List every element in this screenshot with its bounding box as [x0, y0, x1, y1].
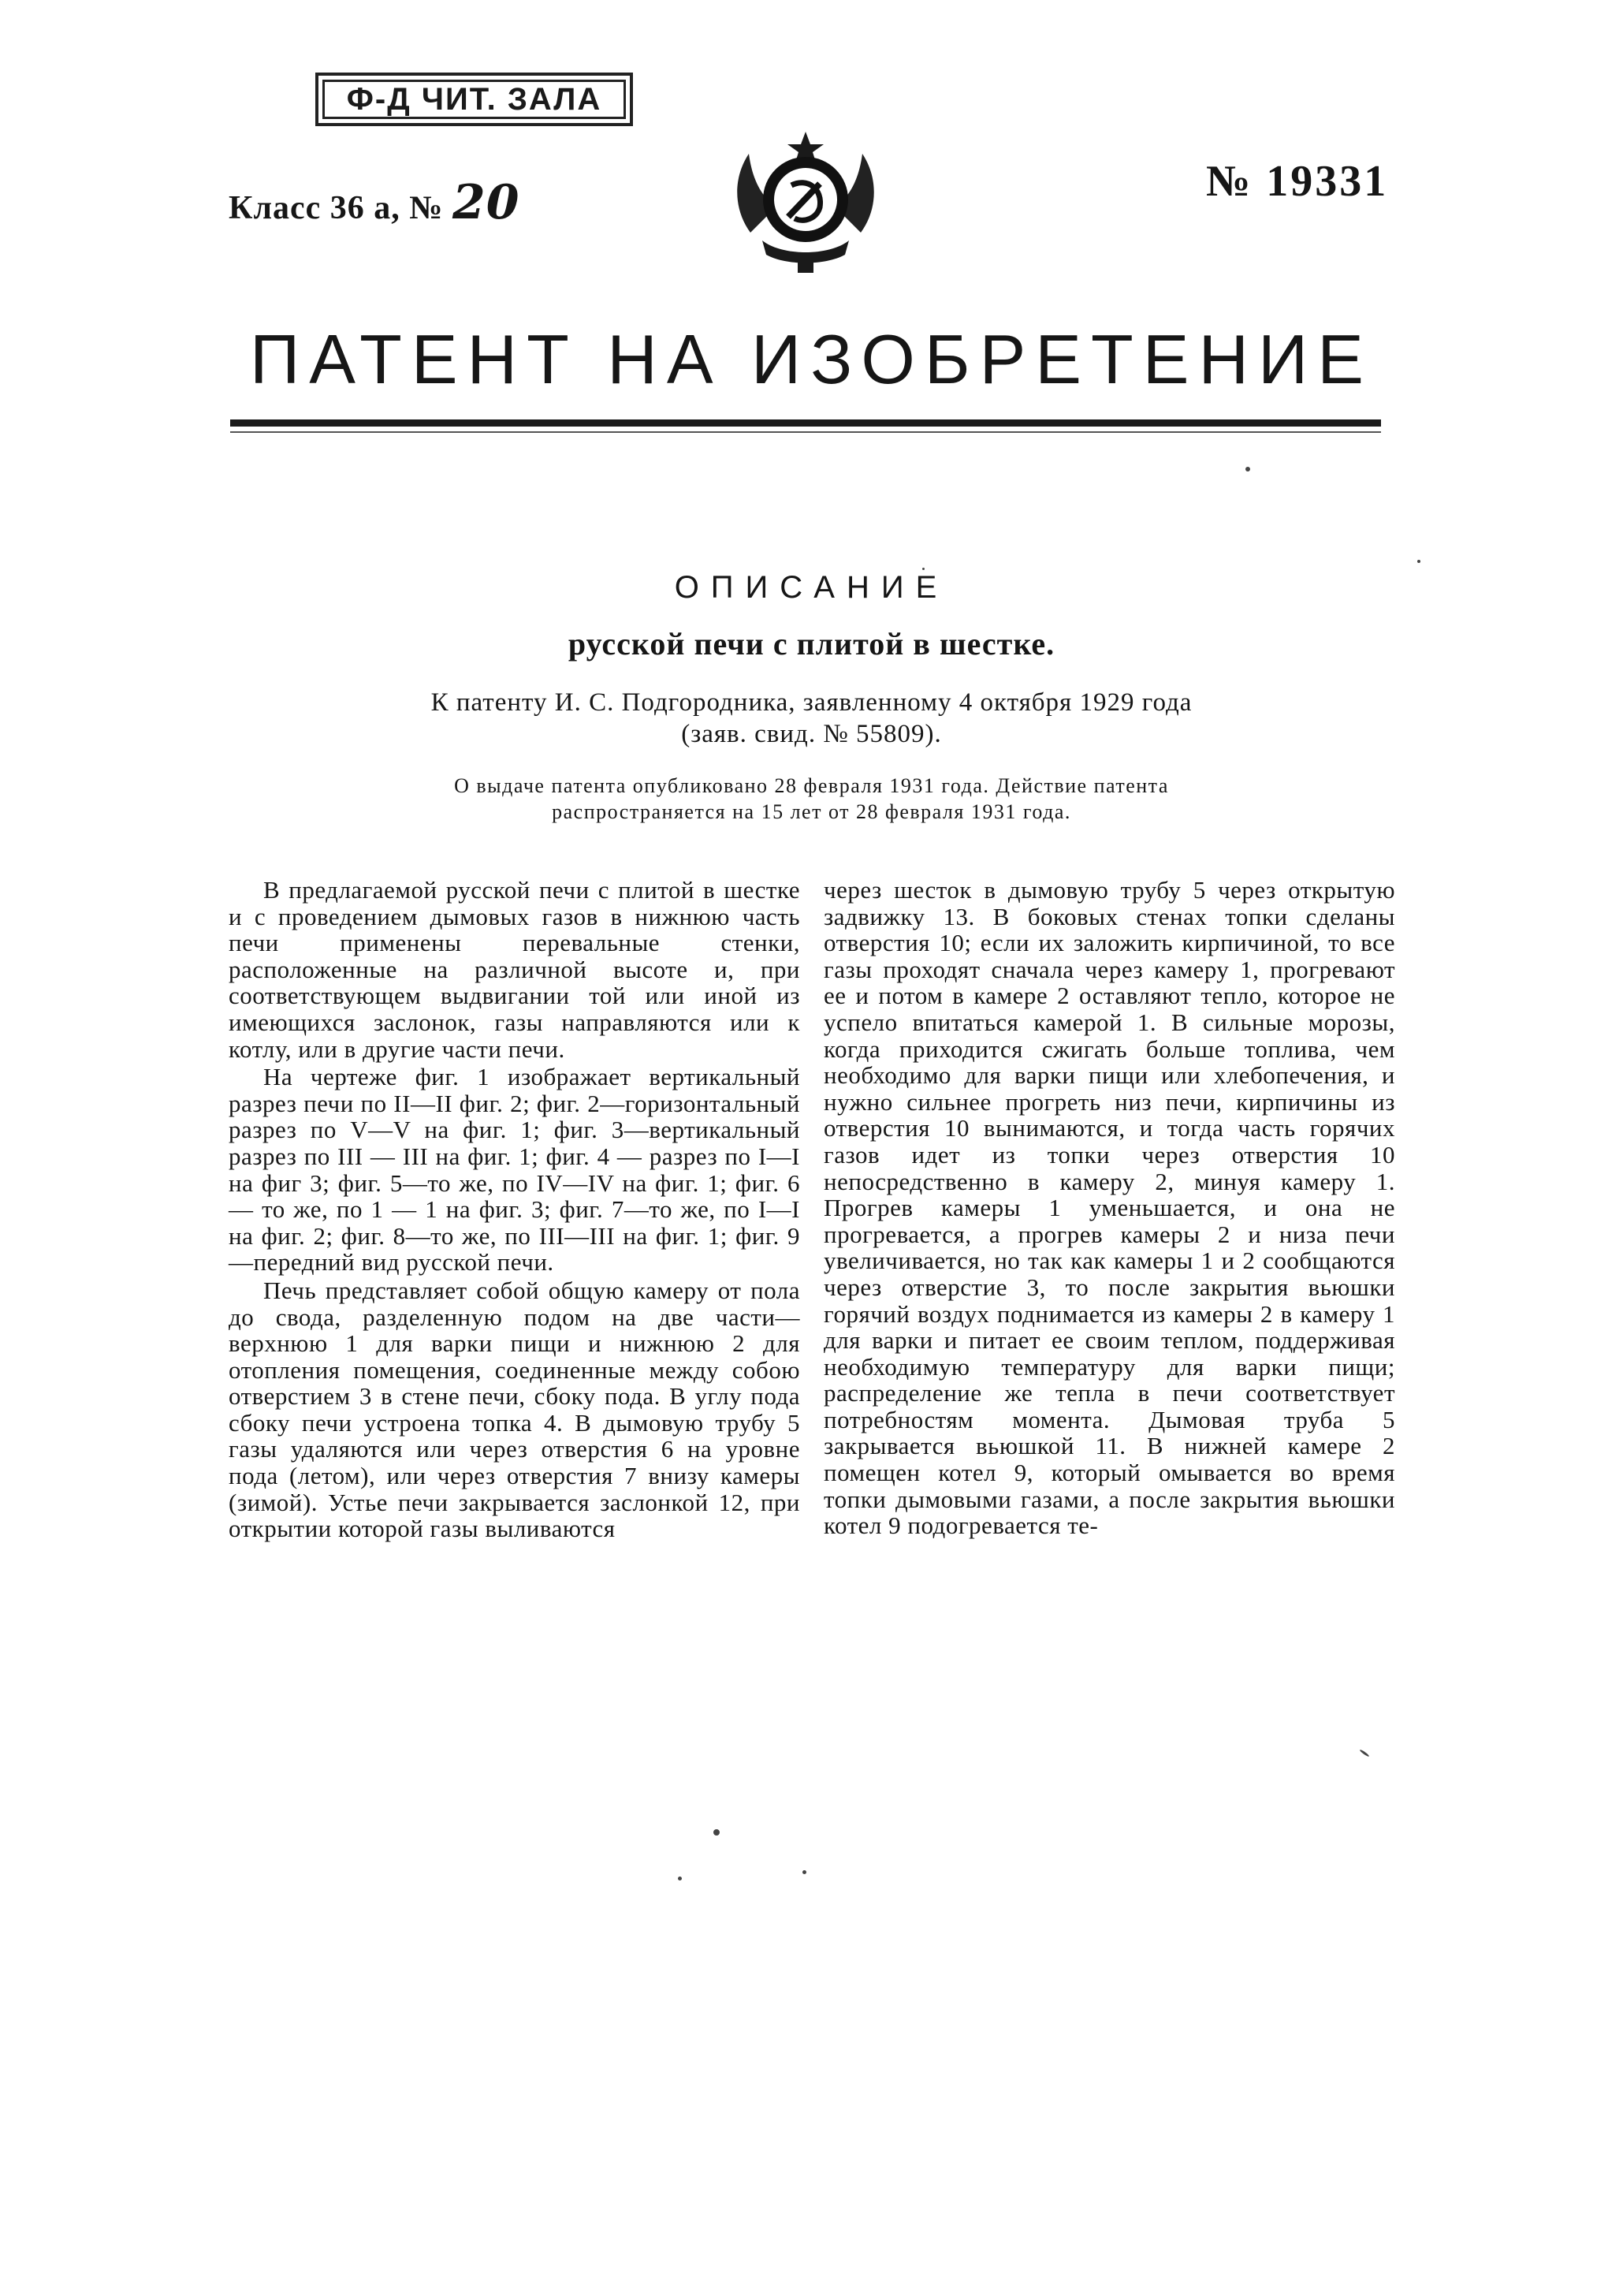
- right-text-column: [824, 877, 1395, 1539]
- title-divider: [230, 419, 1381, 427]
- scan-speck: [1359, 1749, 1369, 1757]
- scan-speck: [1245, 467, 1250, 472]
- patent-meta-line: (заяв. свид. № 55809).: [681, 720, 942, 748]
- section-heading: ОПИСАНИЕ: [674, 570, 949, 605]
- publication-note: распространяется на 15 лет от 28 февраля 1931 года.: [552, 800, 1071, 823]
- paragraph: Печь представляет собой общую камеру от пола до свода, разделенную подом на две части—верхнюю 1 для варки пищи и нижнюю 2 для отопления помещения, соединенные между собою отверстием 3 в стене печи, сбоку пода. В углу пода сбоку печи устроена топка 4. В дымовую трубу 5 газы удаляются или через отверстия 6 на уровне пода (летом), или через отверстия 7 внизу камеры (зимой). Устье печи закрывается заслонкой 12, при открытии которой газы выливаются: [229, 1276, 800, 1543]
- scan-speck: [1417, 560, 1420, 563]
- left-text-column: [229, 877, 800, 1542]
- scan-speck: [922, 568, 925, 570]
- title-divider-thin: [230, 431, 1381, 433]
- scan-speck: [678, 1877, 682, 1880]
- publication-note: О выдаче патента опубликовано 28 февраля 1931 года. Действие патента: [454, 774, 1169, 797]
- patent-meta-line: К патенту И. С. Подгородника, заявленному 4 октября 1929 года: [430, 688, 1193, 717]
- scan-speck: [713, 1829, 720, 1836]
- patent-number: № 19331: [1206, 157, 1389, 206]
- page-title: ПАТЕНТ НА ИЗОБРЕТЕНИЕ: [250, 320, 1373, 398]
- paragraph: На чертеже фиг. 1 изображает вертикальный разрез печи по II—II фиг. 2; фиг. 2—горизонтальный разрез по V—V на фиг. 1; фиг. 3—вертикальный разрез по III — III на фиг. 1; фиг. 4 — разрез по I—I на фиг 3; фиг. 5—то же, по IV—IV на фиг. 1; фиг. 6 — то же, по 1 — 1 на фиг. 3; фиг. 7—то же, по I—I на фиг. 2; фиг. 8—то же, по III—III на фиг. 1; фиг. 9—передний вид русской печи.: [229, 1063, 800, 1277]
- patent-class: [229, 175, 520, 230]
- paragraph: В предлагаемой русской печи с плитой в шестке и с проведением дымовых газов в нижнюю часть печи применены перевальные стенки, расположенные на различной высоте и, при соответствующем выдвигании той или иной из имеющихся заслонок, газы направляются или к котлу, или в другие части печи.: [229, 876, 800, 1063]
- scan-speck: [802, 1870, 806, 1874]
- paragraph: через шесток в дымовую трубу 5 через открытую задвижку 13. В боковых стенах топки сделаны отверстия 10; если их заложить кирпичиной, то все газы проходят сначала через камеру 1, прогревают ее и потом в камере 2 оставляют тепло, которое не успело впитаться камерой 1. В сильные морозы, когда приходится сжигать больше топлива, чем необходимо для варки пищи или хлебопечения, и нужно сильнее прогреть низ печи, кирпичины из отверстия 10 вынимаются, и тогда часть горячих газов идет из топки через отверстия 10 непосредственно в камеру 2, минуя камеру 1. Прогрев камеры 1 уменьшается, и она не прогревается, а прогрев камеры 2 и низа печи увеличивается, но так как камеры 1 и 2 сообщаются через отверстие 3, то после закрытия вьюшки горячий воздух поднимается из камеры 2 в камеру 1 для варки и питает ее своим теплом, поддерживая необходимую температуру для варки пищи; распределение же тепла в печи соответствует потребностям момента. Дымовая труба 5 закрывается вьюшкой 11. В нижней камере 2 помещен котел 9, который омывается во время топки дымовыми газами, а после закрытия вьюшки котел 9 подогревается те-: [824, 876, 1395, 1540]
- ussr-coat-of-arms-icon: [719, 122, 892, 284]
- class-label: Класс 36 а, №: [229, 190, 444, 226]
- section-subheading: русской печи с плитой в шестке.: [568, 626, 1055, 662]
- class-number-handwritten: 20: [452, 175, 520, 230]
- library-stamp: Ф-Д ЧИТ. ЗАЛА: [315, 73, 633, 126]
